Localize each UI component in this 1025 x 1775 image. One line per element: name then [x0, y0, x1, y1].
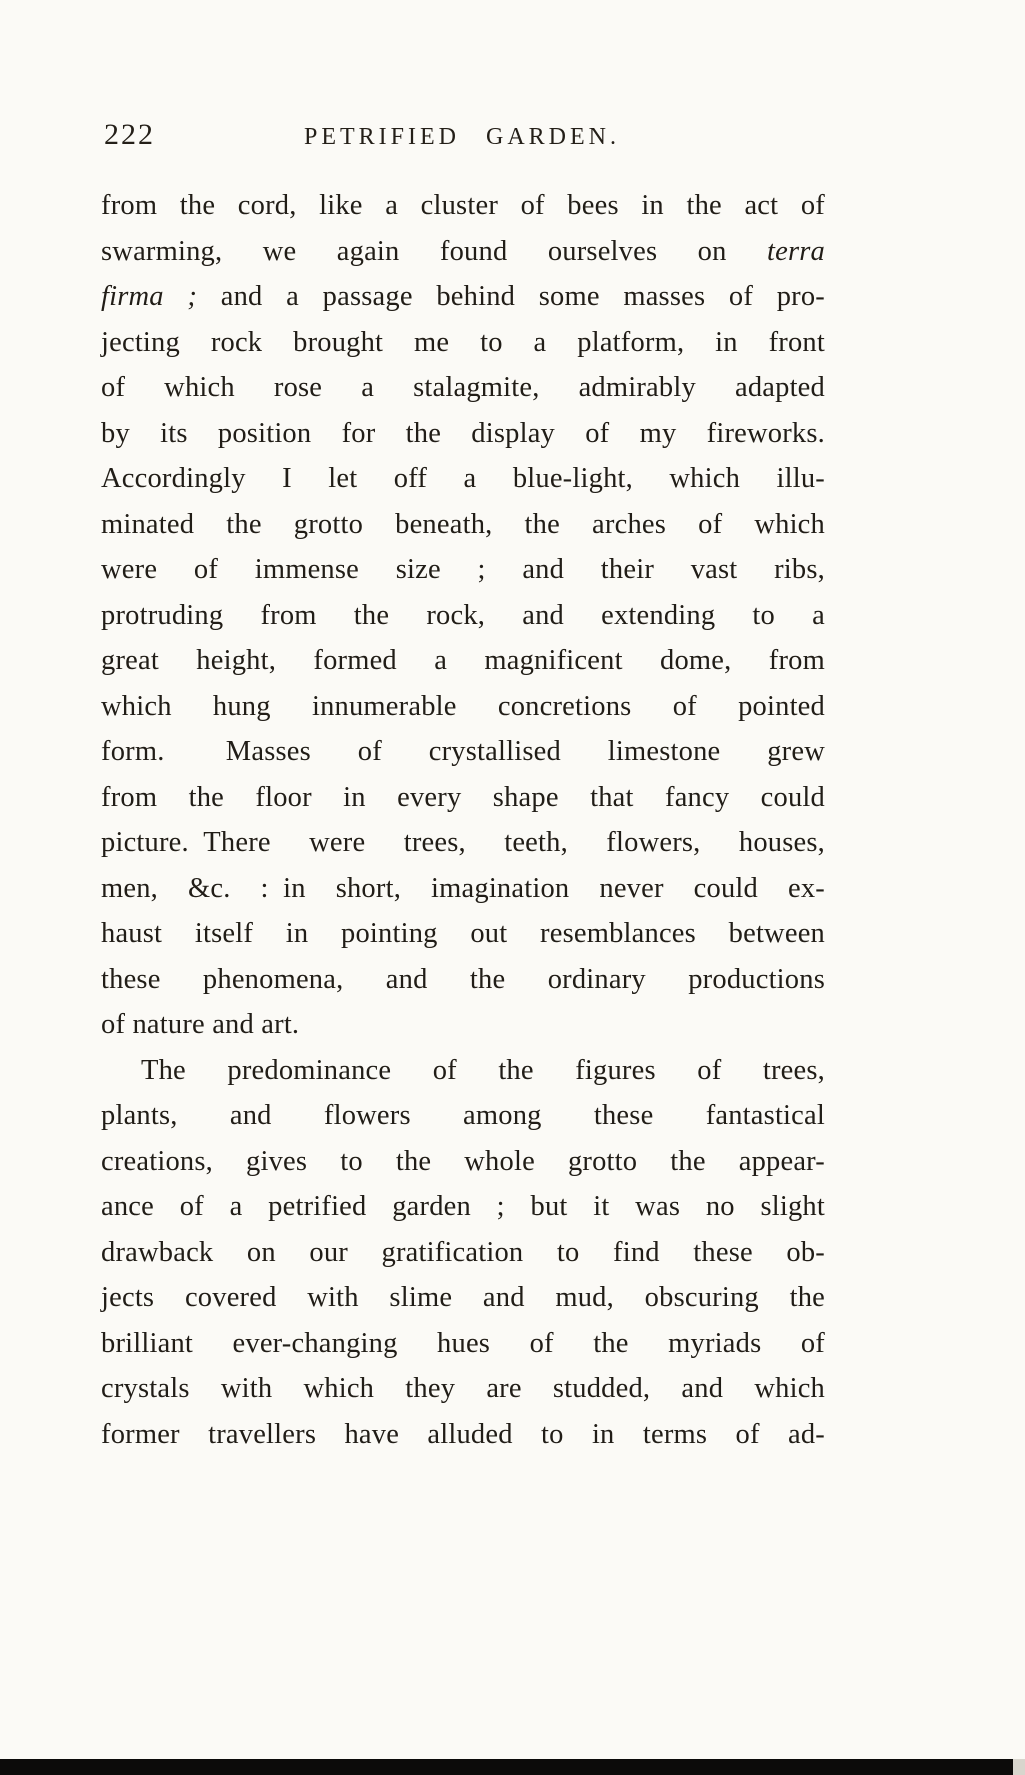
page-number: 222 [104, 118, 155, 151]
text-segment: former travellers have alluded to in terms of ad- [101, 1418, 825, 1450]
text-segment: from the floor in every shape that fancy could [101, 781, 825, 813]
text-line [101, 183, 825, 229]
text-segment: and a passage behind some masses of pro- [197, 281, 825, 312]
text-segment: picture. There were trees, teeth, flowers, houses, [101, 827, 825, 858]
text-segment: haust itself in pointing out resemblances between [101, 918, 825, 949]
text-segment: from the cord, like a cluster of bees in the act of [101, 190, 825, 221]
text-segment: The predominance of the figures of trees, [141, 1054, 825, 1086]
text-line [101, 1230, 825, 1276]
text-segment: minated the grotto beneath, the arches of which [101, 508, 825, 540]
text-line [101, 1139, 825, 1185]
text-line [101, 229, 825, 275]
text-segment: swarming, we again found ourselves on [101, 235, 767, 267]
text-segment: creations, gives to the whole grotto the appear- [101, 1145, 825, 1177]
scan-edge-bottom [0, 1759, 1013, 1775]
running-title: PETRIFIED GARDEN. [304, 124, 620, 150]
text-line [101, 1002, 825, 1048]
text-segment: plants, and flowers among these fantastical [101, 1100, 825, 1131]
page-body [101, 183, 825, 1457]
text-segment: by its position for the display of my fireworks. [101, 417, 825, 449]
text-segment: protruding from the rock, and extending to a [101, 599, 825, 631]
text-line [101, 957, 825, 1003]
text-segment: men, &c. : in short, imagination never could ex- [101, 872, 825, 904]
text-line [101, 775, 825, 821]
text-segment: crystals with which they are studded, and which [101, 1373, 825, 1404]
text-segment: were of immense size ; and their vast ribs, [101, 554, 825, 585]
italic-text: terra [767, 235, 825, 267]
text-line [101, 729, 825, 775]
text-line [101, 365, 825, 411]
text-line [101, 820, 825, 866]
text-line [101, 684, 825, 730]
text-line [101, 411, 825, 457]
text-line [101, 1048, 825, 1094]
scan-edge-corner [1013, 1759, 1025, 1775]
text-line [101, 638, 825, 684]
text-segment: ance of a petrified garden ; but it was no slight [101, 1191, 825, 1222]
text-line [101, 274, 825, 320]
text-line [101, 1275, 825, 1321]
text-line [101, 593, 825, 639]
text-line [101, 320, 825, 366]
text-segment: brilliant ever-changing hues of the myriads of [101, 1327, 825, 1359]
text-segment: form. Masses of crystallised limestone grew [101, 736, 825, 767]
text-line [101, 547, 825, 593]
text-segment: jects covered with slime and mud, obscuring the [101, 1282, 825, 1313]
text-line [101, 1093, 825, 1139]
text-line [101, 1184, 825, 1230]
text-line [101, 1321, 825, 1367]
text-line [101, 456, 825, 502]
text-line [101, 502, 825, 548]
text-segment: of nature and art. [101, 1009, 300, 1040]
text-line [101, 1412, 825, 1458]
italic-text: firma ; [101, 281, 198, 312]
text-line [101, 1366, 825, 1412]
text-segment: great height, formed a magnificent dome, from [101, 645, 825, 676]
text-line [101, 866, 825, 912]
text-segment: drawback on our gratification to find these ob- [101, 1236, 825, 1268]
text-segment: of which rose a stalagmite, admirably adapted [101, 372, 825, 403]
text-segment: which hung innumerable concretions of pointed [101, 690, 825, 722]
text-segment: these phenomena, and the ordinary productions [101, 963, 825, 995]
text-segment: jecting rock brought me to a platform, in front [101, 326, 825, 358]
text-segment: Accordingly I let off a blue-light, which illu- [101, 463, 825, 494]
text-line [101, 911, 825, 957]
